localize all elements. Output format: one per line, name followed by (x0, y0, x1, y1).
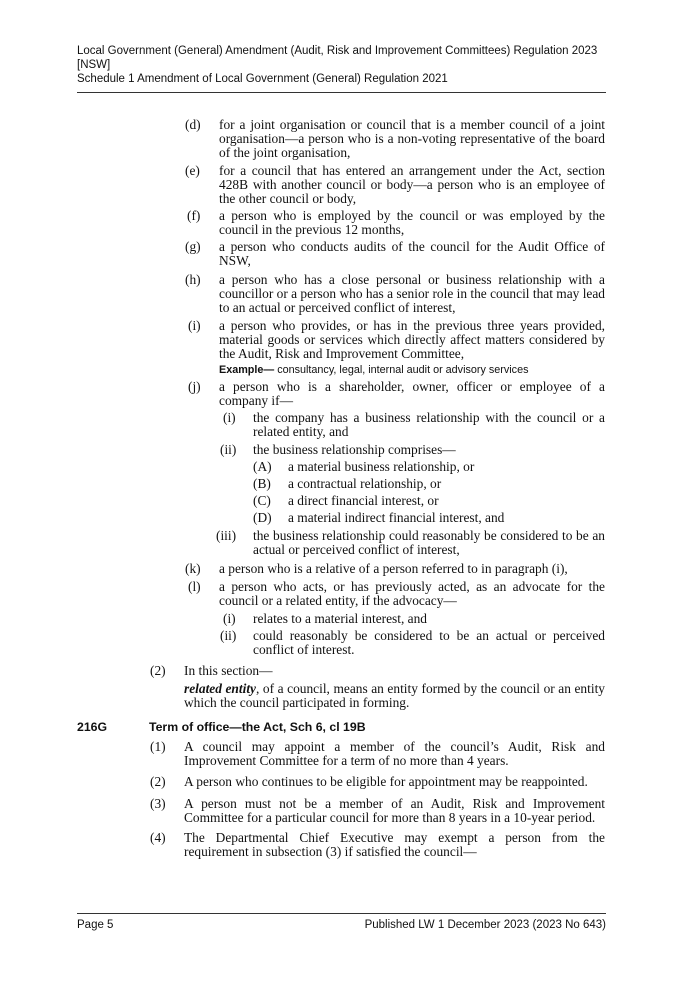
item-l-i-label: (i) (223, 611, 236, 626)
item-j-i-label: (i) (223, 410, 236, 425)
item-A-text: a material business relationship, or (288, 459, 475, 474)
footer-divider (77, 913, 606, 914)
item-g-label: (g) (185, 239, 201, 254)
subsection-2-text: In this section— (184, 663, 273, 678)
s216g-sub2-label: (2) (150, 774, 166, 789)
s216g-sub3-text: A person must not be a member of an Audit, Risk and Improvement Committee for a particular council for more than 8 years in a 10-year period. (184, 796, 605, 825)
item-e-text: for a council that has entered an arrangement under the Act, section 428B with another council or body—a person who is an employee of the other council or body, (219, 163, 605, 206)
page-number: Page 5 (77, 919, 114, 931)
example-note (219, 364, 528, 376)
item-C-text: a direct financial interest, or (288, 493, 439, 508)
s216g-sub4-text: The Departmental Chief Executive may exempt a person from the requirement in subsection (3) if satisfied the council— (184, 830, 605, 859)
item-l-label: (l) (188, 579, 201, 594)
subsection-2-label: (2) (150, 663, 166, 678)
item-h-label: (h) (185, 272, 201, 287)
item-i-label: (i) (188, 318, 201, 333)
header-title: Local Government (General) Amendment (Audit, Risk and Improvement Committees) Regulation 2023 (77, 45, 598, 57)
item-f-text: a person who is employed by the council or was employed by the council in the previous 12 months, (219, 208, 605, 237)
item-h-text: a person who has a close personal or business relationship with a councillor or a person who has a senior role in the council that may lead to an actual or perceived conflict of interest, (219, 272, 605, 315)
s216g-sub2-text: A person who continues to be eligible for appointment may be reappointed. (184, 774, 588, 789)
item-l-text: a person who acts, or has previously acted, as an advocate for the council or a related entity, if the advocacy— (219, 579, 605, 608)
running-header (77, 44, 607, 86)
definition (184, 682, 605, 710)
item-B-label: (B) (253, 476, 271, 491)
section-number: 216G (77, 720, 108, 734)
item-e-label: (e) (185, 163, 200, 178)
item-l-ii-text: could reasonably be considered to be an actual or perceived conflict of interest. (253, 628, 605, 657)
item-k-text: a person who is a relative of a person referred to in paragraph (i), (219, 561, 568, 576)
item-j-iii-label: (iii) (216, 528, 237, 543)
item-A-label: (A) (253, 459, 272, 474)
header-divider (77, 92, 606, 93)
item-d-label: (d) (185, 117, 201, 132)
s216g-sub3-label: (3) (150, 796, 166, 811)
item-j-label: (j) (188, 379, 201, 394)
item-i-text: a person who provides, or has in the previous three years provided, material goods or services which directly affect matters considered by the Audit, Risk and Improvement Committee, (219, 318, 605, 361)
item-j-text: a person who is a shareholder, owner, officer or employee of a company if— (219, 379, 605, 408)
item-C-label: (C) (253, 493, 271, 508)
example-text: consultancy, legal, internal audit or advisory services (274, 364, 529, 376)
example-label: Example— (219, 364, 275, 376)
item-D-text: a material indirect financial interest, and (288, 510, 505, 525)
item-D-label: (D) (253, 510, 272, 525)
item-g-text: a person who conducts audits of the council for the Audit Office of NSW, (219, 239, 605, 268)
definition-text: , of a council, means an entity formed by the council or an entity which the council participated in forming. (184, 681, 605, 710)
s216g-sub1-label: (1) (150, 739, 166, 754)
item-k-label: (k) (185, 561, 201, 576)
header-schedule: Schedule 1 Amendment of Local Government (General) Regulation 2021 (77, 73, 448, 85)
item-f-label: (f) (187, 208, 201, 223)
s216g-sub4-label: (4) (150, 830, 166, 845)
item-j-i-text: the company has a business relationship with the council or a related entity, and (253, 410, 605, 439)
item-j-iii-text: the business relationship could reasonably be considered to be an actual or perceived conflict of interest, (253, 528, 605, 557)
item-j-ii-label: (ii) (220, 442, 237, 457)
section-title: Term of office—the Act, Sch 6, cl 19B (149, 720, 366, 734)
item-d-text: for a joint organisation or council that is a member council of a joint organisation—a person who is a non-voting representative of the board of the joint organisation, (219, 117, 605, 160)
defined-term: related entity (184, 681, 256, 696)
item-l-i-text: relates to a material interest, and (253, 611, 427, 626)
header-jurisdiction: [NSW] (77, 59, 111, 71)
s216g-sub1-text: A council may appoint a member of the council’s Audit, Risk and Improvement Committee for a term of no more than 4 years. (184, 739, 605, 768)
item-j-ii-text: the business relationship comprises— (253, 442, 456, 457)
item-l-ii-label: (ii) (220, 628, 237, 643)
publication-info: Published LW 1 December 2023 (2023 No 643) (364, 919, 606, 931)
item-B-text: a contractual relationship, or (288, 476, 442, 491)
